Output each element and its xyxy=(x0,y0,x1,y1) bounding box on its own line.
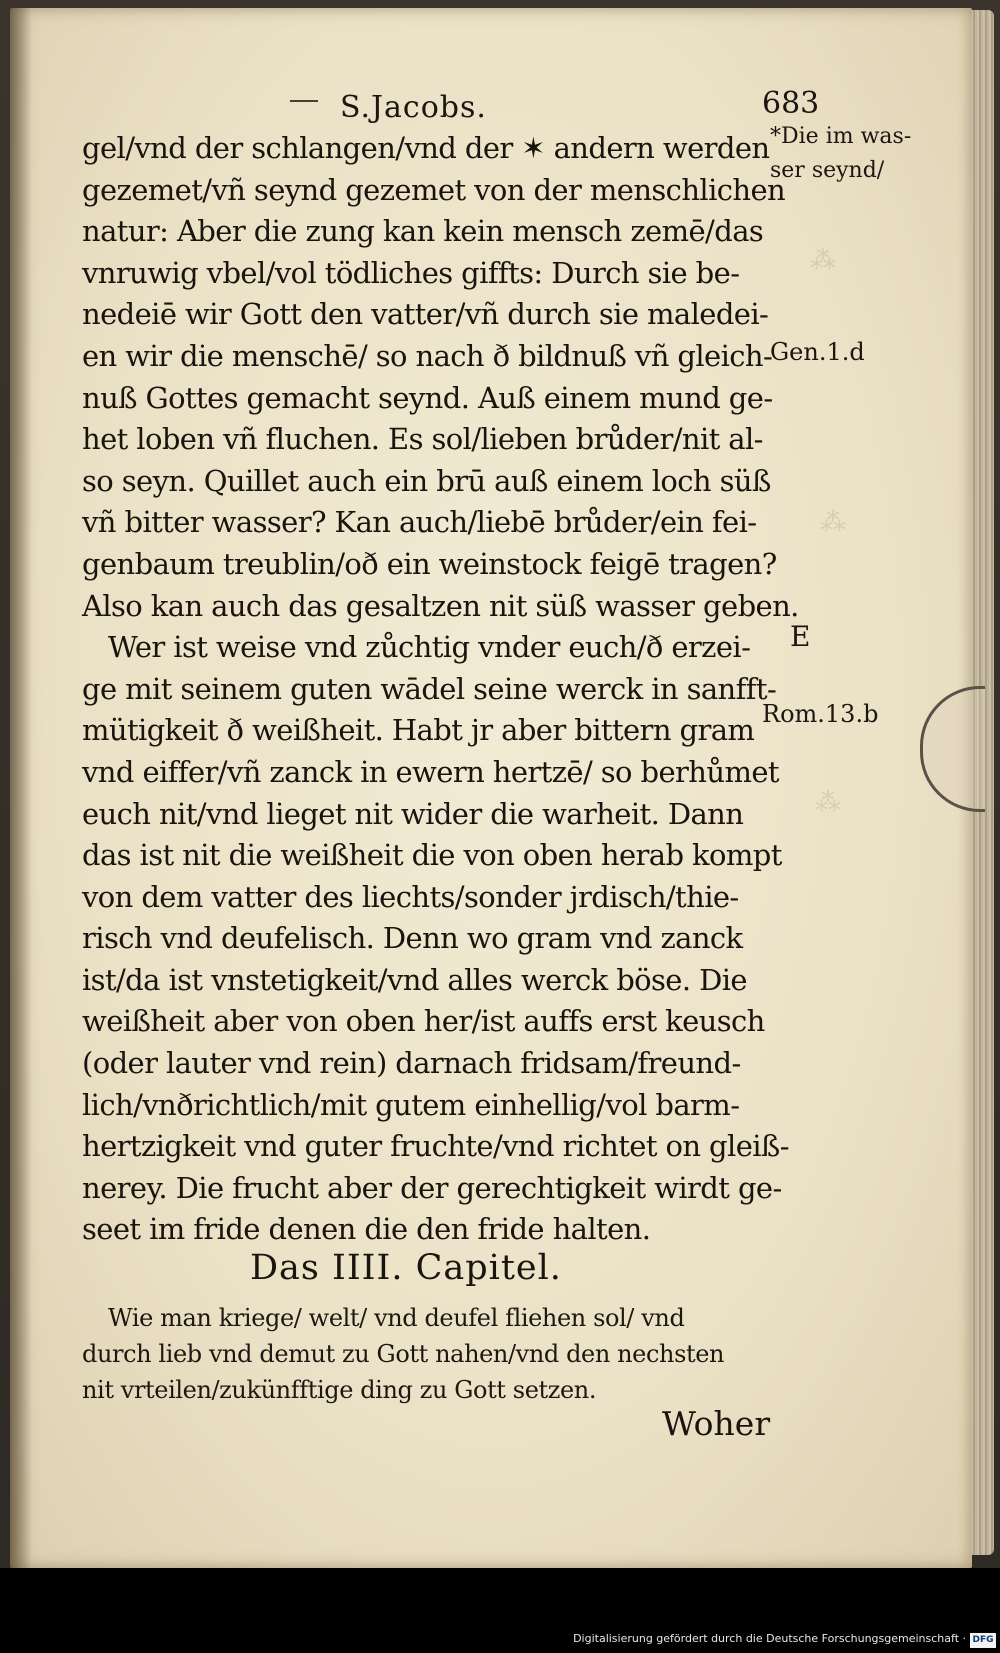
section-letter: E xyxy=(790,620,811,653)
text-line: gel/vnd der schlangen/vnd der ✶ andern werden xyxy=(82,131,770,165)
text-line: risch vnd deufelisch. Denn wo gram vnd zanck xyxy=(82,921,743,956)
show-through-mark: ⁂ xyxy=(810,246,836,276)
text-line: hertzigkeit vnd guter fruchte/vnd richtet on gleiß- xyxy=(82,1129,789,1164)
margin-reference: Rom.13.b xyxy=(762,700,879,728)
text-line: Wer ist weise vnd zůchtig vnder euch/ð erzei- xyxy=(108,630,751,665)
text-line: en wir die menschē/ so nach ð bildnuß vñ gleich- xyxy=(82,338,773,373)
text-line: weißheit aber von oben her/ist auffs erst keusch xyxy=(82,1004,765,1039)
text-line: vnd eiffer/vñ zanck in ewern hertzē/ so berhůmet xyxy=(82,754,779,789)
text-line: ist/da ist vnstetigkeit/vnd alles werck böse. Die xyxy=(82,962,747,997)
text-line: (oder lauter vnd rein) darnach fridsam/freund- xyxy=(82,1046,741,1081)
book-page xyxy=(10,8,972,1568)
body-text xyxy=(82,128,799,1251)
text-line: das ist nit die weißheit die von oben herab kompt xyxy=(82,838,782,873)
catchword: Woher xyxy=(662,1404,771,1443)
show-through-mark: ⁂ xyxy=(820,508,846,538)
page-header xyxy=(10,86,972,126)
margin-note: ser seynd/ xyxy=(770,158,885,183)
text-line: Also kan auch das gesaltzen nit süß wasser geben. xyxy=(82,588,799,623)
text-line: natur: Aber die zung kan kein mensch zemē/das xyxy=(82,214,764,249)
text-line: nuß Gottes gemacht seynd. Auß einem mund ge- xyxy=(82,380,773,415)
footer-bar xyxy=(0,1568,1000,1653)
text-line: seet im fride denen die den fride halten. xyxy=(82,1212,651,1247)
text-line: von dem vatter des liechts/sonder jrdisch/thie- xyxy=(82,879,739,914)
text-line: euch nit/vnd lieget nit wider die warheit. Dann xyxy=(82,796,744,831)
funding-credit: Digitalisierung gefördert durch die Deutsche Forschungsgemeinschaft · xyxy=(573,1632,966,1645)
header-rule xyxy=(290,100,318,102)
margin-note: *Die im was- xyxy=(770,124,912,149)
text-line: genbaum treublin/oð ein weinstock feigē tragen? xyxy=(82,546,777,581)
margin-reference: Gen.1.d xyxy=(770,338,865,366)
summary-line: nit vrteilen/zukünfftige ding zu Gott setzen. xyxy=(82,1376,597,1404)
running-head: S.Jacobs. xyxy=(340,90,487,125)
chapter-summary xyxy=(82,1300,782,1408)
text-line: gezemet/vñ seynd gezemet von der menschlichen xyxy=(82,172,786,207)
text-line: mütigkeit ð weißheit. Habt jr aber bittern gram xyxy=(82,713,755,748)
text-line: so seyn. Quillet auch ein brū auß einem loch süß xyxy=(82,463,771,498)
text-line: lich/vnðrichtlich/mit gutem einhellig/vol barm- xyxy=(82,1087,740,1122)
dfg-logo: DFG xyxy=(970,1633,996,1648)
text-line: vñ bitter wasser? Kan auch/liebē brůder/ein fei- xyxy=(82,505,757,540)
summary-line: durch lieb vnd demut zu Gott nahen/vnd den nechsten xyxy=(82,1340,725,1368)
summary-line: Wie man kriege/ welt/ vnd deufel fliehen sol/ vnd xyxy=(108,1304,685,1332)
page-number: 683 xyxy=(762,86,820,121)
text-line: nerey. Die frucht aber der gerechtigkeit wirdt ge- xyxy=(82,1170,782,1205)
show-through-mark: ⁂ xyxy=(815,788,841,818)
text-line: het loben vñ fluchen. Es sol/lieben brůder/nit al- xyxy=(82,422,763,457)
chapter-heading: Das IIII. Capitel. xyxy=(250,1248,562,1288)
text-line: nedeiē wir Gott den vatter/vñ durch sie maledei- xyxy=(82,297,769,332)
page-gutter-shadow xyxy=(10,8,32,1568)
text-line: vnruwig vbel/vol tödliches giffts: Durch sie be- xyxy=(82,255,740,290)
text-line: ge mit seinem guten wādel seine werck in sanfft- xyxy=(82,671,777,706)
